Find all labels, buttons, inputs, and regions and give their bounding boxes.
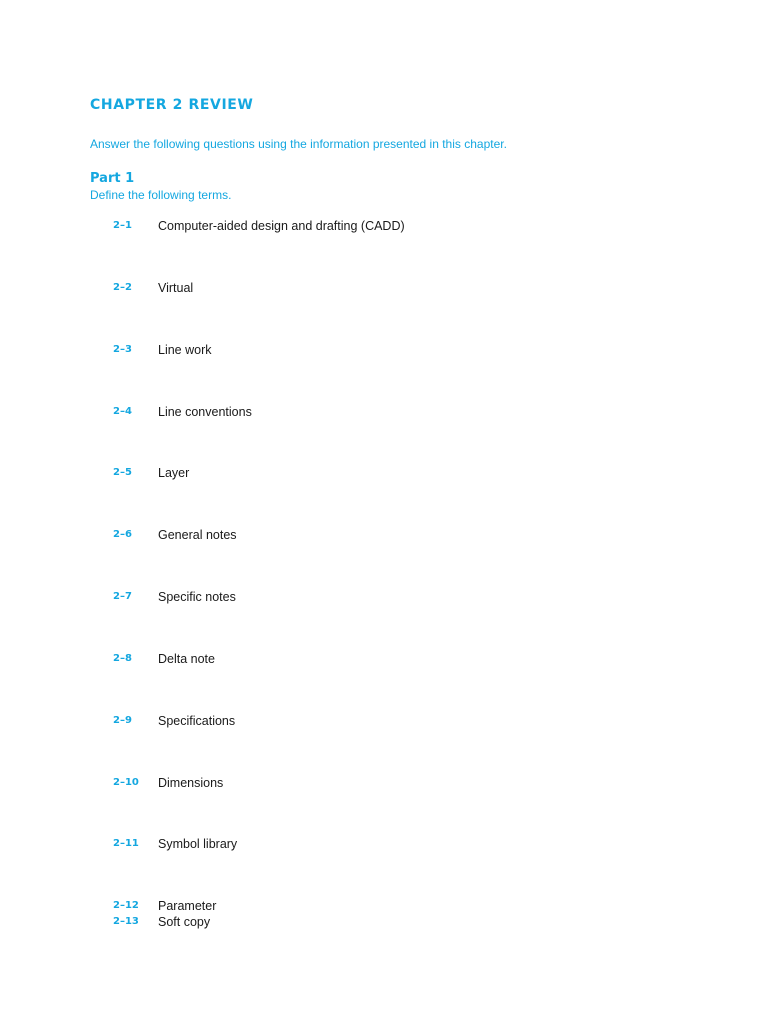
- term-text: Virtual: [158, 281, 194, 295]
- term-number: 2–3: [113, 344, 132, 355]
- term-text: Delta note: [158, 652, 215, 666]
- instructions-text: Answer the following questions using the information presented in this chapter.: [90, 137, 507, 151]
- term-number: 2–4: [113, 406, 132, 417]
- term-text: Specific notes: [158, 590, 236, 604]
- term-text: Line conventions: [158, 405, 252, 419]
- term-number: 2–6: [113, 529, 132, 540]
- term-number: 2–13: [113, 916, 139, 927]
- term-number: 2–7: [113, 591, 132, 602]
- part-heading: Part 1: [90, 171, 135, 186]
- term-text: Dimensions: [158, 776, 224, 790]
- term-text: Line work: [158, 343, 212, 357]
- part-subtitle: Define the following terms.: [90, 188, 232, 202]
- term-number: 2–12: [113, 900, 139, 911]
- term-number: 2–1: [113, 220, 132, 231]
- term-text: Soft copy: [158, 915, 211, 929]
- term-text: Computer-aided design and drafting (CADD): [158, 219, 405, 233]
- term-text: Layer: [158, 466, 190, 480]
- term-number: 2–5: [113, 467, 132, 478]
- term-text: Specifications: [158, 714, 236, 728]
- term-number: 2–10: [113, 777, 139, 788]
- term-number: 2–8: [113, 653, 132, 664]
- term-text: Symbol library: [158, 837, 238, 851]
- term-number: 2–9: [113, 715, 132, 726]
- chapter-title: CHAPTER 2 REVIEW: [90, 97, 254, 113]
- term-text: Parameter: [158, 899, 217, 913]
- term-text: General notes: [158, 528, 237, 542]
- term-number: 2–2: [113, 282, 132, 293]
- term-number: 2–11: [113, 838, 139, 849]
